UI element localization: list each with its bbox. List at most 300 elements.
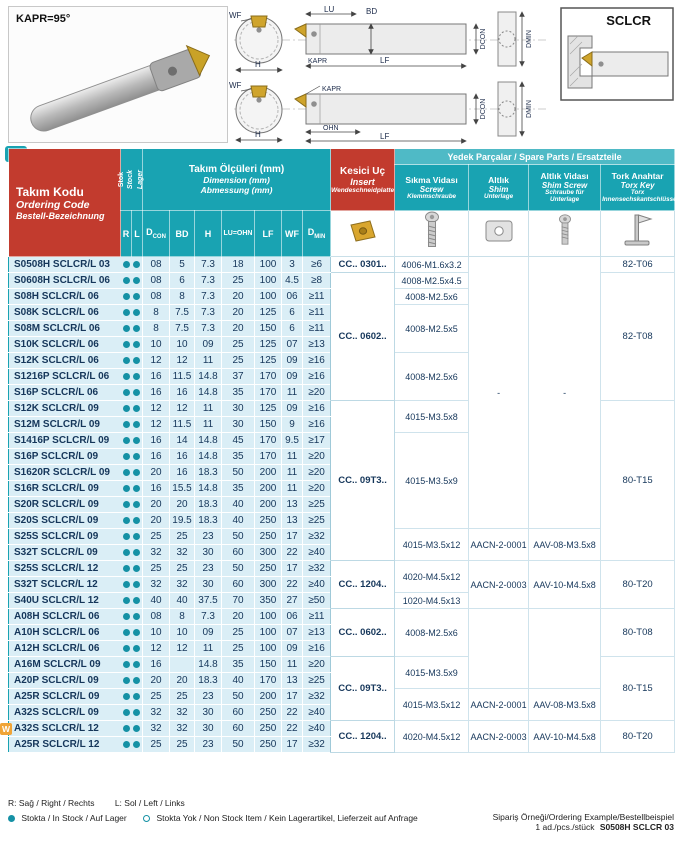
torx-key-code: 82-T06 — [601, 257, 675, 273]
dim-value: ≥13 — [303, 337, 331, 353]
dim-value: 11 — [282, 657, 303, 673]
dim-value: ≥20 — [303, 465, 331, 481]
dim-value: 30 — [222, 417, 255, 433]
series-box — [561, 8, 673, 100]
in-stock-dot — [133, 677, 140, 684]
stock-dot-l — [132, 529, 143, 545]
dim-value: 16 — [170, 385, 195, 401]
dim-value: 25 — [143, 561, 170, 577]
dim-value: 50 — [222, 689, 255, 705]
in-stock-dot — [123, 277, 130, 284]
in-stock-dot — [133, 389, 140, 396]
dim-value: 09 — [195, 337, 222, 353]
dim-value: 19.5 — [170, 513, 195, 529]
torx-key-header: Tork Anahtar Torx Key Torx Innensechskantschlüssel — [601, 165, 675, 211]
col-dcon: $D_{CON}$ — [143, 211, 170, 257]
dim-value: 50 — [222, 529, 255, 545]
in-stock-dot — [123, 629, 130, 636]
table-row — [9, 257, 675, 273]
spare-parts-header: Yedek Parçalar / Spare Parts / Ersatzteile — [395, 149, 675, 165]
dim-value: 25 — [170, 689, 195, 705]
stock-dot-l — [132, 481, 143, 497]
insert-code: CC.. 0301.. — [331, 257, 395, 273]
technical-drawings — [8, 6, 674, 149]
shim-screw-code: - — [529, 257, 601, 529]
in-stock-dot — [133, 261, 140, 268]
dim-value: 09 — [195, 625, 222, 641]
screw-code: 4015-M3.5x9 — [395, 657, 469, 689]
shim-header: Altlık Shim Unterlage — [469, 165, 529, 211]
stock-dot-l — [132, 321, 143, 337]
dim-value: 25 — [222, 273, 255, 289]
in-stock-dot — [123, 341, 130, 348]
in-stock-dot — [133, 629, 140, 636]
dim-value: 20 — [143, 513, 170, 529]
ordering-code: S08K SCLCR/L 06 — [9, 305, 121, 321]
in-stock-dot — [133, 517, 140, 524]
dim-value: 200 — [255, 497, 282, 513]
ordering-code: S12K SCLCR/L 09 — [9, 401, 121, 417]
col-bd: BD — [170, 211, 195, 257]
dim-value: 7.3 — [195, 321, 222, 337]
dim-value: ≥16 — [303, 417, 331, 433]
svg-text:LF: LF — [380, 56, 390, 65]
torx-icon-cell — [601, 211, 675, 257]
table-row — [9, 561, 675, 577]
dim-value: 12 — [143, 417, 170, 433]
dim-value: 125 — [255, 305, 282, 321]
dim-value: 20 — [222, 289, 255, 305]
stock-dot-r — [121, 593, 132, 609]
dim-value: 50 — [222, 465, 255, 481]
dim-value: 25 — [170, 529, 195, 545]
table-row — [9, 609, 675, 625]
dim-value: 16 — [143, 433, 170, 449]
col-wf: WF — [282, 211, 303, 257]
dim-value: 12 — [143, 401, 170, 417]
stock-dot-r — [121, 721, 132, 737]
col-r: R — [121, 211, 132, 257]
svg-text:DCON: DCON — [480, 28, 487, 50]
in-stock-dot — [123, 677, 130, 684]
dim-value: 300 — [255, 545, 282, 561]
dim-value: 18.3 — [195, 497, 222, 513]
dim-value: 40 — [222, 513, 255, 529]
dim-value: 09 — [282, 401, 303, 417]
stock-dot-r — [121, 529, 132, 545]
ordering-code: S1416P SCLCR/L 09 — [9, 433, 121, 449]
in-stock-dot — [133, 725, 140, 732]
dim-value: 150 — [255, 417, 282, 433]
stock-dot-l — [132, 641, 143, 657]
in-stock-dot — [123, 725, 130, 732]
dim-value: ≥40 — [303, 577, 331, 593]
stock-dot-l — [132, 561, 143, 577]
dim-value: 09 — [282, 641, 303, 657]
dim-value: 18.3 — [195, 673, 222, 689]
shim-screw-icon-cell — [529, 211, 601, 257]
insert-icon — [346, 218, 380, 244]
in-stock-dot — [133, 437, 140, 444]
dim-value: ≥17 — [303, 433, 331, 449]
dim-value: 17 — [282, 561, 303, 577]
in-stock-dot — [123, 613, 130, 620]
dim-value: 12 — [170, 401, 195, 417]
svg-text:WF: WF — [229, 81, 242, 90]
ordering-code: A20P SCLCR/L 09 — [9, 673, 121, 689]
dim-value: 35 — [222, 385, 255, 401]
stock-dot-r — [121, 465, 132, 481]
stock-dot-l — [132, 497, 143, 513]
stock-dot-r — [121, 321, 132, 337]
dim-value: 12 — [170, 353, 195, 369]
in-stock-dot — [123, 437, 130, 444]
dim-value: ≥13 — [303, 625, 331, 641]
dim-value: 11 — [282, 481, 303, 497]
dim-value: 100 — [255, 289, 282, 305]
in-stock-dot — [133, 373, 140, 380]
stock-dot-l — [132, 401, 143, 417]
dim-value: 11 — [282, 465, 303, 481]
dim-value: 20 — [143, 465, 170, 481]
dim-value: 11 — [195, 417, 222, 433]
dim-value: 14.8 — [195, 385, 222, 401]
svg-text:WF: WF — [229, 11, 242, 20]
stock-dot-r — [121, 433, 132, 449]
dim-value: 25 — [222, 337, 255, 353]
dim-value: 6 — [282, 305, 303, 321]
in-stock-dot — [133, 485, 140, 492]
stock-dot-l — [132, 577, 143, 593]
shim-screw-code: AAV-10-M4.5x8 — [529, 561, 601, 609]
dim-value: 30 — [222, 401, 255, 417]
ordering-code: A08H SCLCR/L 06 — [9, 609, 121, 625]
dim-value: ≥16 — [303, 641, 331, 657]
ordering-code: S0508H SCLCR/L 03 — [9, 257, 121, 273]
ordering-code: A10H SCLCR/L 06 — [9, 625, 121, 641]
shim-screw-code: AAV-10-M4.5x8 — [529, 721, 601, 753]
dim-value: ≥40 — [303, 721, 331, 737]
insert-header: Kesici Uç Insert Wendeschneidplatte — [331, 149, 395, 211]
dim-value: 11 — [282, 449, 303, 465]
dim-value: 25 — [143, 737, 170, 753]
dim-value: 8 — [170, 289, 195, 305]
stock-dot-l — [132, 353, 143, 369]
dim-value: 20 — [143, 673, 170, 689]
in-stock-dot — [123, 645, 130, 652]
dim-value: 11.5 — [170, 369, 195, 385]
screw-icon-cell — [395, 211, 469, 257]
dim-value: 350 — [255, 593, 282, 609]
dim-value: 32 — [170, 577, 195, 593]
torx-key-code: 80-T20 — [601, 561, 675, 609]
dim-value: 100 — [255, 257, 282, 273]
in-stock-dot — [133, 341, 140, 348]
in-stock-dot — [133, 709, 140, 716]
dim-value: 17 — [282, 689, 303, 705]
dim-value: ≥40 — [303, 545, 331, 561]
shim-code: AACN-2-0003 — [469, 721, 529, 753]
stock-dot-l — [132, 673, 143, 689]
shim-screw-header: Altlık Vidası Shim Screw Schraube für Unterlage — [529, 165, 601, 211]
catalog-table-body — [1, 257, 675, 753]
torx-key-code: 80-T15 — [601, 657, 675, 721]
stock-dot-r — [121, 401, 132, 417]
ordering-code-title: Takım Kodu — [16, 184, 84, 199]
stock-dot-l — [132, 417, 143, 433]
dim-value: 23 — [195, 689, 222, 705]
stock-dot-l — [132, 433, 143, 449]
dim-value: 22 — [282, 577, 303, 593]
dim-value: 40 — [222, 497, 255, 513]
example-code: S0508H SCLCR 03 — [599, 822, 674, 832]
ordering-code-title-de: Bestell-Bezeichnung — [16, 210, 105, 221]
ordering-code: A32S SCLCR/L 12 W — [9, 721, 121, 737]
ordering-example: Sipariş Örneği/Ordering Example/Bestellbeispiel 1 ad./pcs./stück S0508H SCLCR 03 — [492, 812, 674, 832]
screw-code: 4008-M2.5x6 — [395, 353, 469, 401]
dim-value: 12 — [143, 353, 170, 369]
in-stock-dot — [133, 533, 140, 540]
in-stock-dot — [133, 501, 140, 508]
stock-dot-l — [132, 289, 143, 305]
svg-text:OHN: OHN — [323, 125, 339, 132]
dim-value: 32 — [143, 721, 170, 737]
col-l: L — [132, 211, 143, 257]
dim-value: 08 — [143, 257, 170, 273]
dim-value: 8 — [143, 305, 170, 321]
screw-code: 4015-M3.5x9 — [395, 433, 469, 529]
shim-icon — [483, 217, 515, 245]
dim-value: 40 — [222, 673, 255, 689]
dim-value: 25 — [170, 737, 195, 753]
dim-value: 08 — [143, 609, 170, 625]
stock-dot-r — [121, 641, 132, 657]
stock-dot-r — [121, 737, 132, 753]
dim-value: 20 — [222, 609, 255, 625]
dim-value: 16 — [143, 369, 170, 385]
dim-value: 12 — [143, 641, 170, 657]
footer — [8, 798, 674, 832]
dim-value: 06 — [282, 289, 303, 305]
dim-value: 9.5 — [282, 433, 303, 449]
dim-value: 150 — [255, 657, 282, 673]
dim-value: ≥6 — [303, 257, 331, 273]
in-stock-dot — [133, 293, 140, 300]
col-dmin: $D_{MIN}$ — [303, 211, 331, 257]
in-stock-dot — [133, 277, 140, 284]
dim-value: 09 — [282, 369, 303, 385]
dim-value: 170 — [255, 385, 282, 401]
dim-value: 7.3 — [195, 305, 222, 321]
dim-value: ≥32 — [303, 689, 331, 705]
dim-value: 07 — [282, 625, 303, 641]
dim-value: ≥32 — [303, 561, 331, 577]
dim-value: 60 — [222, 577, 255, 593]
series-label: SCLCR — [606, 13, 651, 28]
insert-code: CC.. 1204.. — [331, 561, 395, 609]
dim-value: 32 — [143, 545, 170, 561]
in-stock-dot — [123, 405, 130, 412]
col-h: H — [195, 211, 222, 257]
stock-dot-l — [132, 609, 143, 625]
dim-value: 23 — [195, 529, 222, 545]
rl-legend: R: Sağ / Right / Rechts L: Sol / Left / Links — [8, 798, 185, 808]
stock-dot-l — [132, 545, 143, 561]
stock-dot-l — [132, 593, 143, 609]
insert-code: CC.. 0602.. — [331, 609, 395, 657]
dim-value: 11 — [195, 353, 222, 369]
screw-code: 4008-M2.5x6 — [395, 609, 469, 657]
shim-code: AACN-2-0001 — [469, 529, 529, 561]
svg-text:H: H — [255, 60, 261, 69]
ordering-code: S20S SCLCR/L 09 — [9, 513, 121, 529]
ordering-code: S16R SCLCR/L 09 — [9, 481, 121, 497]
in-stock-dot — [123, 389, 130, 396]
ordering-code: S20R SCLCR/L 09 — [9, 497, 121, 513]
dim-value: 23 — [195, 561, 222, 577]
dim-value: 18 — [222, 257, 255, 273]
in-stock-dot — [123, 261, 130, 268]
screw-code: 4015-M3.5x12 — [395, 529, 469, 561]
ordering-code: A25R SCLCR/L 09 — [9, 689, 121, 705]
dim-value: ≥32 — [303, 529, 331, 545]
dim-value: 200 — [255, 481, 282, 497]
dim-value: 14.8 — [195, 449, 222, 465]
dim-value: 20 — [222, 305, 255, 321]
ordering-code: S16P SCLCR/L 06 — [9, 385, 121, 401]
dim-value: 25 — [170, 561, 195, 577]
stock-dot-r — [121, 545, 132, 561]
insert-icon-cell — [331, 211, 395, 257]
dim-value: 7.3 — [195, 609, 222, 625]
dim-value: 30 — [195, 577, 222, 593]
catalog-table — [1, 148, 679, 753]
torx-key-code: 80-T08 — [601, 609, 675, 657]
ordering-code: S08H SCLCR/L 06 — [9, 289, 121, 305]
in-stock-dot — [123, 565, 130, 572]
shim-screw-code: AAV-08-M3.5x8 — [529, 529, 601, 561]
dimensions-header: Takım Ölçüleri (mm) Dimension (mm) Abmessung (mm) — [143, 149, 331, 211]
ordering-code: S32T SCLCR/L 12 — [9, 577, 121, 593]
ordering-code: S40U SCLCR/L 12 — [9, 593, 121, 609]
dim-value: 13 — [282, 497, 303, 513]
dim-value: 7.3 — [195, 289, 222, 305]
torx-key-code: 80-T15 — [601, 401, 675, 561]
dim-value: ≥20 — [303, 385, 331, 401]
dim-value: 100 — [255, 609, 282, 625]
screw-code: 4020-M4.5x12 — [395, 721, 469, 753]
shim-code — [469, 609, 529, 689]
dim-value: 250 — [255, 529, 282, 545]
dim-value: 35 — [222, 449, 255, 465]
stock-dot-r — [121, 305, 132, 321]
dim-value: 06 — [282, 609, 303, 625]
dim-value: 10 — [143, 337, 170, 353]
in-stock-dot — [123, 549, 130, 556]
dim-value — [170, 657, 195, 673]
stock-dot-l — [132, 625, 143, 641]
ordering-example-title: Sipariş Örneği/Ordering Example/Bestellbeispiel — [492, 812, 674, 822]
dim-value: 30 — [195, 545, 222, 561]
dim-value: ≥16 — [303, 401, 331, 417]
dim-value: 7.5 — [170, 321, 195, 337]
in-stock-dot — [123, 581, 130, 588]
stock-dot-r — [121, 385, 132, 401]
stock-dot-r — [121, 561, 132, 577]
ordering-code: S1216P SCLCR/L 06 — [9, 369, 121, 385]
stock-dot-r — [121, 513, 132, 529]
in-stock-dot — [123, 501, 130, 508]
dim-value: 25 — [222, 353, 255, 369]
dim-value: 32 — [170, 705, 195, 721]
stock-dot-l — [132, 305, 143, 321]
dim-value: 250 — [255, 561, 282, 577]
ordering-code: S12M SCLCR/L 09 — [9, 417, 121, 433]
ordering-code: S25S SCLCR/L 09 — [9, 529, 121, 545]
dim-value: 60 — [222, 721, 255, 737]
in-stock-dot — [133, 357, 140, 364]
shim-code: - — [469, 257, 529, 529]
dim-value: 32 — [143, 577, 170, 593]
dim-value: 170 — [255, 673, 282, 689]
screw-code: 4020-M4.5x12 — [395, 561, 469, 593]
shim-screw-icon — [557, 214, 573, 248]
dim-value: 25 — [222, 641, 255, 657]
dim-value: 32 — [143, 705, 170, 721]
ordering-code-header — [9, 149, 121, 257]
in-stock-dot — [123, 357, 130, 364]
stock-dot-l — [132, 465, 143, 481]
dim-value: 25 — [143, 689, 170, 705]
svg-text:DCON: DCON — [480, 98, 487, 120]
ordering-code-title-en: Ordering Code — [16, 198, 90, 211]
in-stock-dot — [133, 421, 140, 428]
dim-value: 22 — [282, 545, 303, 561]
stock-dot-l — [132, 721, 143, 737]
in-stock-dot — [123, 421, 130, 428]
screw-code: 1020-M4.5x13 — [395, 593, 469, 609]
dim-value: 16 — [170, 465, 195, 481]
stock-dot-l — [132, 257, 143, 273]
stock-dot-r — [121, 673, 132, 689]
in-stock-dot — [123, 517, 130, 524]
dim-value: 35 — [222, 657, 255, 673]
in-stock-dot — [123, 533, 130, 540]
dim-value: 6 — [170, 273, 195, 289]
dim-value: 11 — [195, 641, 222, 657]
ordering-code: A32S SCLCR/L 09 — [9, 705, 121, 721]
svg-text:KAPR: KAPR — [308, 58, 328, 65]
dim-value: ≥8 — [303, 273, 331, 289]
stock-dot-r — [121, 705, 132, 721]
dim-value: 18.3 — [195, 513, 222, 529]
stock-dot-l — [132, 737, 143, 753]
dim-value: 12 — [170, 641, 195, 657]
dim-value: 22 — [282, 721, 303, 737]
dim-value: 60 — [222, 705, 255, 721]
dim-value: 13 — [282, 513, 303, 529]
dim-value: 250 — [255, 737, 282, 753]
in-stock-dot — [123, 693, 130, 700]
in-stock-dot — [123, 293, 130, 300]
dim-value: 125 — [255, 337, 282, 353]
dim-value: 70 — [222, 593, 255, 609]
dim-value: 40 — [170, 593, 195, 609]
screw-header: Sıkma Vidası Screw Klemmschraube — [395, 165, 469, 211]
svg-text:H: H — [255, 130, 261, 139]
dim-value: 50 — [222, 561, 255, 577]
stock-header: Stok Stock Lager — [121, 149, 143, 211]
